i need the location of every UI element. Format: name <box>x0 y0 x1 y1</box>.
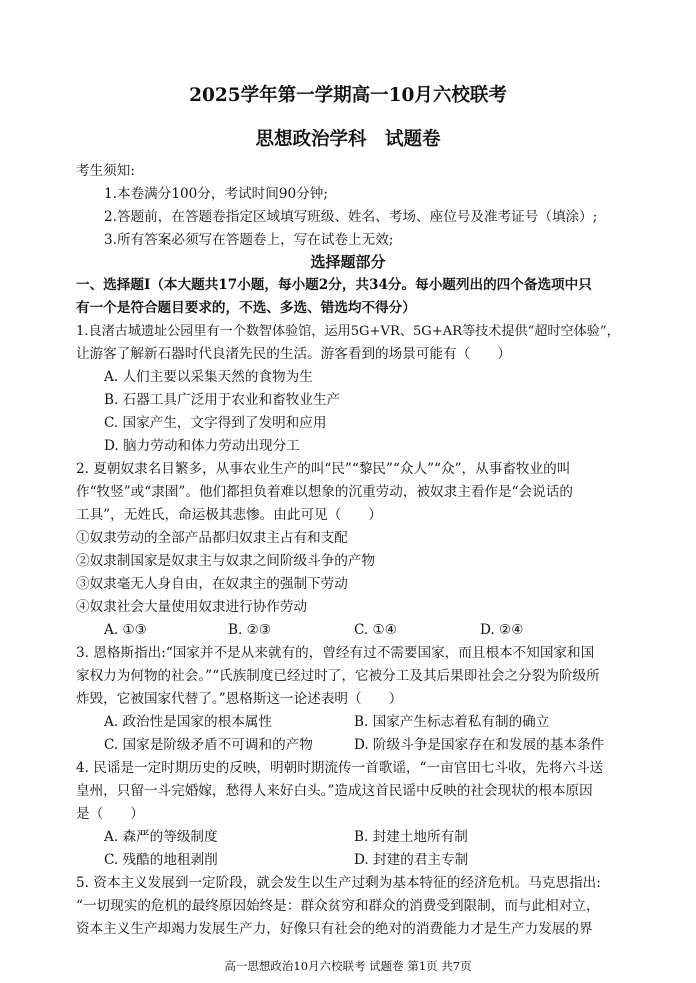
question-4-stem: 4. 民谣是一定时期历史的反映，明朝时期流传一首歌谣，“一亩官田七斗收，先将六斗送 <box>76 760 604 776</box>
question-2-statement: ②奴隶制国家是奴隶主与奴隶之间阶级斗争的产物 <box>76 553 376 569</box>
exam-title: 2025学年第一学期高一10月六校联考 <box>189 85 507 106</box>
question-4-option-c: C. 残酷的地租剥削 <box>104 852 218 868</box>
part-title: 选择题部分 <box>310 253 386 271</box>
question-4-option-a: A. 森严的等级制度 <box>104 829 218 845</box>
question-1-option-d: D. 脑力劳动和体力劳动出现分工 <box>104 438 300 454</box>
question-5-stem: “一切现实的危机的最终原因始终是：群众贫穷和群众的消费受到限制，而与此相对立， <box>76 898 600 914</box>
question-1-option-a: A. 人们主要以采集天然的食物为生 <box>104 369 313 385</box>
question-3-option-b: B. 国家产生标志着私有制的确立 <box>354 714 550 730</box>
notice-item: 3.所有答案必须写在答题卷上，写在试卷上无效; <box>104 232 394 248</box>
question-3-stem: 3. 恩格斯指出:“国家并不是从来就有的，曾经有过不需要国家，而且根本不知国家和国 <box>76 645 595 661</box>
question-4-stem: 是（ ） <box>76 806 144 822</box>
notice-item: 1.本卷满分100分，考试时间90分钟; <box>104 186 328 202</box>
question-3-option-c: C. 国家是阶级矛盾不可调和的产物 <box>104 737 313 753</box>
page-footer: 高一思想政治10月六校联考 试题卷 第1页 共7页 <box>224 959 472 973</box>
question-2-option-c: C. ①④ <box>354 622 397 638</box>
question-2-stem: 2. 夏朝奴隶名目繁多，从事农业生产的叫“民”“黎民”“众人”“众”，从事畜牧业的叫 <box>76 461 571 477</box>
question-2-option-b: B. ②③ <box>228 622 272 638</box>
question-1-option-b: B. 石器工具广泛用于农业和畜牧业生产 <box>104 392 341 408</box>
notice-item: 2.答题前，在答题卷指定区域填写班级、姓名、考场、座位号及准考证号（填涂）; <box>104 209 598 225</box>
question-3-stem: 炸毁，它被国家代替了。”恩格斯这一论述表明（ ） <box>76 691 403 707</box>
question-2-stem: 工具”，无姓氏，命运极其悲惨。由此可见（ ） <box>76 507 383 523</box>
question-2-statement: ③奴隶毫无人身自由，在奴隶主的强制下劳动 <box>76 576 348 592</box>
question-1-stem: 让游客了解新石器时代良渚先民的生活。游客看到的场景可能有（ ） <box>76 346 511 362</box>
section-instruction: 有一个是符合题目要求的，不选、多选、错选均不得分） <box>76 300 416 316</box>
question-2-option-a: A. ①③ <box>104 622 147 638</box>
question-3-option-d: D. 阶级斗争是国家存在和发展的基本条件 <box>354 737 605 753</box>
section-instruction: 一、选择题Ⅰ（本大题共17小题，每小题2分，共34分。每小题列出的四个备选项中只 <box>76 277 592 293</box>
question-4-stem: 皇州，只留一斗完婚嫁，愁得人来好白头。”造成这首民谣中反映的社会现状的根本原因 <box>76 783 593 799</box>
question-1-stem: 1.良渚古城遗址公园里有一个数智体验馆，运用5G+VR、5G+AR等技术提供“超时空体验”， <box>76 324 620 339</box>
notice-heading: 考生须知: <box>76 163 135 179</box>
question-1-option-c: C. 国家产生，文字得到了发明和应用 <box>104 415 327 431</box>
question-3-option-a: A. 政治性是国家的根本属性 <box>104 714 272 730</box>
question-2-option-d: D. ②④ <box>480 622 524 638</box>
question-2-statement: ①奴隶劳动的全部产品都归奴隶主占有和支配 <box>76 530 348 546</box>
exam-subtitle: 思想政治学科 试题卷 <box>255 129 441 150</box>
question-5-stem: 资本主义生产却竭力发展生产力，好像只有社会的绝对的消费能力才是生产力发展的界 <box>76 921 593 937</box>
question-4-option-d: D. 封建的君主专制 <box>354 852 469 868</box>
question-2-statement: ④奴隶社会大量使用奴隶进行协作劳动 <box>76 599 308 615</box>
question-4-option-b: B. 封建土地所有制 <box>354 829 468 845</box>
question-3-stem: 家权力为何物的社会。”“氏族制度已经过时了，它被分工及其后果即社会之分裂为阶级所 <box>76 668 600 684</box>
question-2-stem: 作“牧竖”或“隶圉”。他们都担负着难以想象的沉重劳动，被奴隶主看作是“会说话的 <box>76 484 573 500</box>
question-5-stem: 5. 资本主义发展到一定阶段，就会发生以生产过剩为基本特征的经济危机。马克思指出: <box>76 875 601 891</box>
